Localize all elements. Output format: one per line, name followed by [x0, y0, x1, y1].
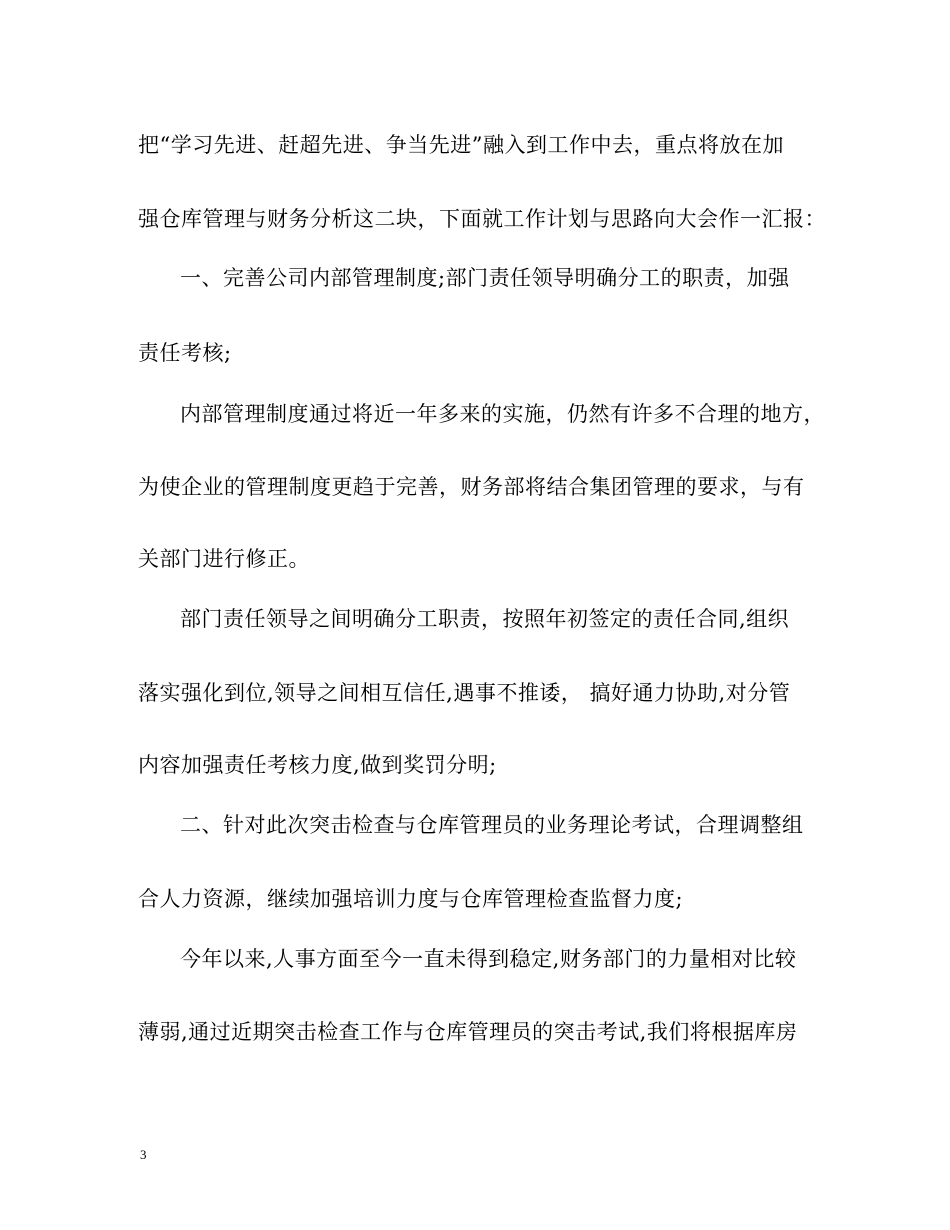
- text-line: 为使企业的管理制度更趋于完善，财务部将结合集团管理的要求，与有: [138, 475, 805, 499]
- section-heading-2: 二、针对此次突击检查与仓库管理员的业务理论考试，合理调整组: [180, 813, 804, 837]
- text-line: 内容加强责任考核力度,做到奖罚分明;: [138, 753, 497, 777]
- page-number: 3: [140, 1147, 147, 1162]
- paragraph-start: 内部管理制度通过将近一年多来的实施，仍然有许多不合理的地方，: [180, 402, 825, 426]
- paragraph-start: 部门责任领导之间明确分工职责，按照年初签定的责任合同,组织: [180, 607, 790, 631]
- text-line: 薄弱,通过近期突击检查工作与仓库管理员的突击考试,我们将根据库房: [138, 1020, 798, 1044]
- text-line: 强仓库管理与财务分析这二块，下面就工作计划与思路向大会作一汇报：: [138, 207, 826, 231]
- text-line: 关部门进行修正。: [138, 547, 310, 571]
- paragraph-start: 今年以来,人事方面至今一直未得到稳定,财务部门的力量相对比较: [180, 947, 797, 971]
- text-line: 落实强化到位,领导之间相互信任,遇事不推诿， 搞好通力协助,对分管: [138, 681, 791, 705]
- text-line: 责任考核;: [138, 341, 232, 365]
- section-heading-1: 一、完善公司内部管理制度;部门责任领导明确分工的职责，加强: [180, 266, 790, 290]
- text-line: 把“学习先进、赶超先进、争当先进”融入到工作中去，重点将放在加: [138, 133, 784, 157]
- text-line: 合人力资源，继续加强培训力度与仓库管理检查监督力度;: [138, 887, 684, 911]
